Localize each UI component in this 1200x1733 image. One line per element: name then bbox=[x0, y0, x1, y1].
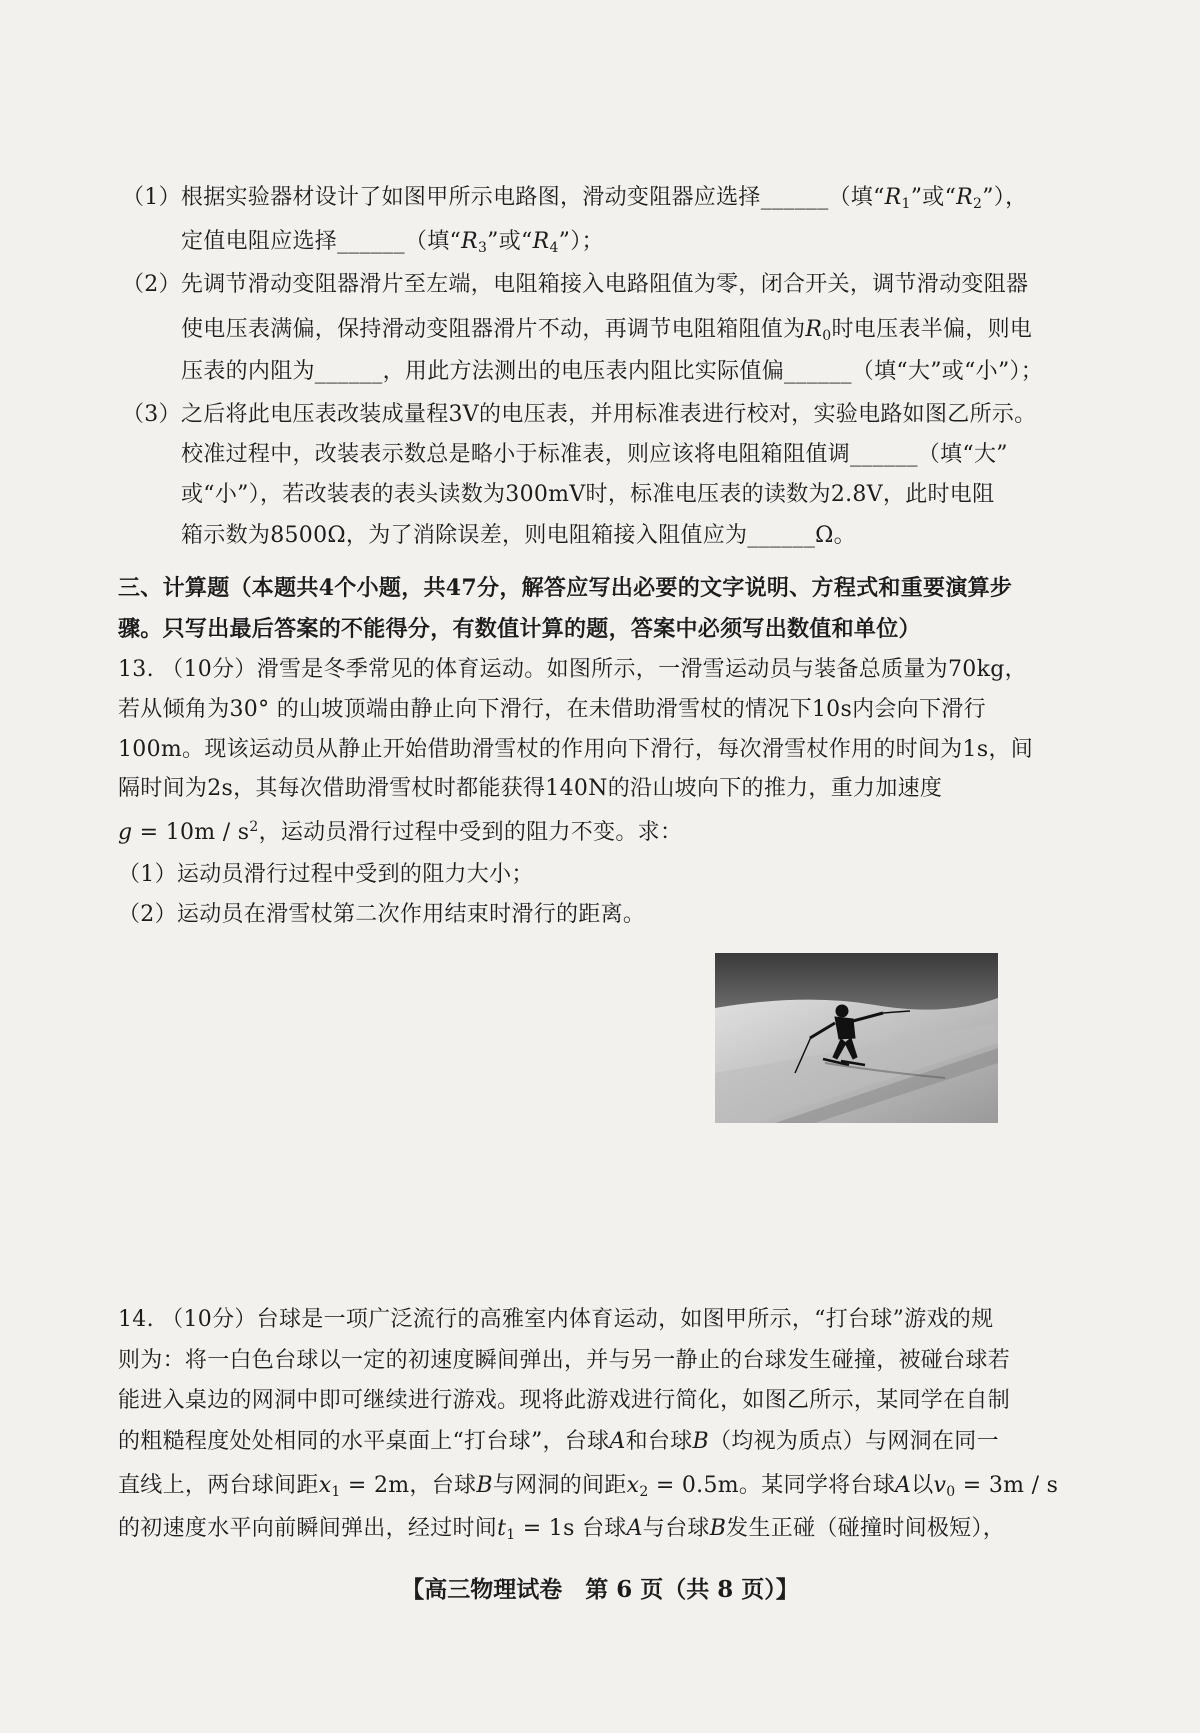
symbol-a: A bbox=[895, 1473, 912, 1498]
symbol-b: B bbox=[692, 1429, 709, 1454]
subscript: 3 bbox=[477, 240, 488, 256]
text: 时电压表半偏，则电 bbox=[831, 317, 1033, 342]
q13-line1: 13. （10分）滑雪是冬季常见的体育运动。如图所示，一滑雪运动员与装备总质量为70kg， bbox=[118, 657, 1027, 682]
text: （2）先调节滑动变阻器滑片至左端，电阻箱接入电路阻值为零，闭合开关，调节滑动变阻器 bbox=[122, 272, 1029, 297]
symbol-r: R bbox=[461, 229, 478, 254]
q14-line1: 14. （10分）台球是一项广泛流行的高雅室内体育运动，如图甲所示，“打台球”游戏的规 bbox=[118, 1307, 994, 1332]
symbol-a: A bbox=[626, 1516, 643, 1541]
q12-part3-line4 bbox=[181, 519, 856, 553]
text: 以 bbox=[911, 1473, 934, 1498]
text: 压表的内阻为______，用此方法测出的电压表内阻比实际值偏______（填“大”或“小”）； bbox=[181, 359, 1044, 384]
text: 箱示数为8500Ω，为了消除误差，则电阻箱接入阻值应为______Ω。 bbox=[181, 523, 856, 548]
text: （1）根据实验器材设计了如图甲所示电路图，滑动变阻器应选择______（填“ bbox=[122, 185, 885, 210]
symbol-r: R bbox=[532, 229, 550, 254]
text: 和台球 bbox=[625, 1429, 693, 1454]
symbol-x: x bbox=[318, 1473, 332, 1498]
q12-part2-line1 bbox=[122, 268, 1028, 302]
text: 直线上，两台球间距 bbox=[118, 1473, 319, 1498]
q12-part3-line3 bbox=[181, 478, 994, 512]
q14-line5 bbox=[118, 1469, 1058, 1503]
q14-line4 bbox=[118, 1425, 999, 1459]
section3-header-line1: 三、计算题（本题共4个小题，共47分，解答应写出必要的文字说明、方程式和重要演算步 bbox=[118, 575, 1013, 601]
q13-line2: 若从倾角为30° 的山坡顶端由静止向下滑行，在未借助滑雪杖的情况下10s内会向下滑行 bbox=[118, 697, 986, 722]
text: （3）之后将此电压表改装成量程3V的电压表，并用标准表进行校对，实验电路如图乙所示。 bbox=[122, 402, 1037, 427]
symbol-t: t bbox=[497, 1516, 507, 1541]
text: 校准过程中，改装表示数总是略小于标准表，则应该将电阻箱阻值调______（填“大” bbox=[181, 442, 1008, 467]
text: = 3m / s bbox=[955, 1473, 1059, 1498]
subscript: 2 bbox=[973, 196, 983, 212]
symbol-r: R bbox=[884, 185, 902, 210]
symbol-a: A bbox=[609, 1429, 626, 1454]
subscript: 1 bbox=[506, 1527, 516, 1543]
page-footer: 【高三物理试卷 第 6 页（共 8 页）】 bbox=[401, 1576, 799, 1603]
symbol-b: B bbox=[476, 1473, 493, 1498]
subscript: 1 bbox=[331, 1484, 341, 1500]
q13-line4: 隔时间为2s，其每次借助滑雪杖时都能获得140N的沿山坡向下的推力，重力加速度 bbox=[118, 776, 943, 801]
q13-question2: （2）运动员在滑雪杖第二次作用结束时滑行的距离。 bbox=[118, 902, 646, 927]
text: 与网洞的间距 bbox=[492, 1473, 627, 1498]
q14-line2: 则为：将一白色台球以一定的初速度瞬间弹出，并与另一静止的台球发生碰撞，被碰台球若 bbox=[118, 1348, 1011, 1373]
subscript: 4 bbox=[549, 240, 559, 256]
text: = 0.5m。某同学将台球 bbox=[648, 1473, 896, 1498]
q12-part1-line2 bbox=[181, 225, 604, 259]
text: ，运动员滑行过程中受到的阻力不变。求： bbox=[258, 820, 683, 845]
text: 或“小”），若改装表的表头读数为300mV时，标准电压表的读数为2.8V，此时电阻 bbox=[181, 482, 995, 507]
q12-part3-line1 bbox=[122, 398, 1036, 432]
text: 使电压表满偏，保持滑动变阻器滑片不动，再调节电阻箱阻值为 bbox=[181, 317, 806, 342]
subscript: 1 bbox=[901, 196, 911, 212]
text: （均视为质点）与网洞在同一 bbox=[708, 1429, 999, 1454]
q13-line3: 100m。现该运动员从静止开始借助滑雪杖的作用向下滑行，每次滑雪杖作用的时间为1s，间 bbox=[118, 737, 1034, 762]
q12-part2-line3 bbox=[181, 355, 1043, 389]
text: = 1s 台球 bbox=[515, 1516, 627, 1541]
text: = 2m，台球 bbox=[340, 1473, 477, 1498]
text: 定值电阻应选择______（填“ bbox=[181, 229, 462, 254]
q12-part1-line1 bbox=[122, 181, 1027, 215]
text: ”）； bbox=[558, 229, 604, 254]
section3-header-line2: 骤。只写出最后答案的不能得分，有数值计算的题，答案中必须写出数值和单位） bbox=[118, 616, 921, 642]
subscript: 0 bbox=[946, 1484, 956, 1500]
q12-part3-line2 bbox=[181, 438, 1008, 472]
symbol-b: B bbox=[709, 1516, 727, 1541]
skier-photo-icon bbox=[715, 953, 998, 1123]
q12-part2-line2 bbox=[181, 313, 1032, 347]
symbol-x: x bbox=[626, 1473, 640, 1498]
q13-question1: （1）运动员滑行过程中受到的阻力大小； bbox=[118, 862, 534, 887]
symbol-r: R bbox=[805, 317, 823, 342]
q14-line3: 能进入桌边的网洞中即可继续进行游戏。现将此游戏进行简化，如图乙所示，某同学在自制 bbox=[118, 1388, 1011, 1413]
text: ”）， bbox=[982, 185, 1028, 210]
symbol-r: R bbox=[956, 185, 974, 210]
superscript: 2 bbox=[249, 819, 259, 835]
symbol-v: v bbox=[933, 1473, 947, 1498]
symbol-g: g bbox=[118, 820, 133, 845]
q14-line6 bbox=[118, 1512, 1005, 1546]
text: 的粗糙程度处处相同的水平桌面上“打台球”，台球 bbox=[118, 1429, 610, 1454]
text: = 10m / s bbox=[132, 820, 250, 845]
text: 发生正碰（碰撞时间极短）， bbox=[726, 1516, 1006, 1541]
subscript: 0 bbox=[822, 328, 832, 344]
subscript: 2 bbox=[639, 1484, 649, 1500]
text: ”或“ bbox=[910, 185, 957, 210]
text: 与台球 bbox=[642, 1516, 710, 1541]
q13-line5 bbox=[118, 816, 682, 850]
skier-photo-svg bbox=[715, 953, 998, 1123]
text: ”或“ bbox=[487, 229, 533, 254]
text: 的初速度水平向前瞬间弹出，经过时间 bbox=[118, 1516, 498, 1541]
